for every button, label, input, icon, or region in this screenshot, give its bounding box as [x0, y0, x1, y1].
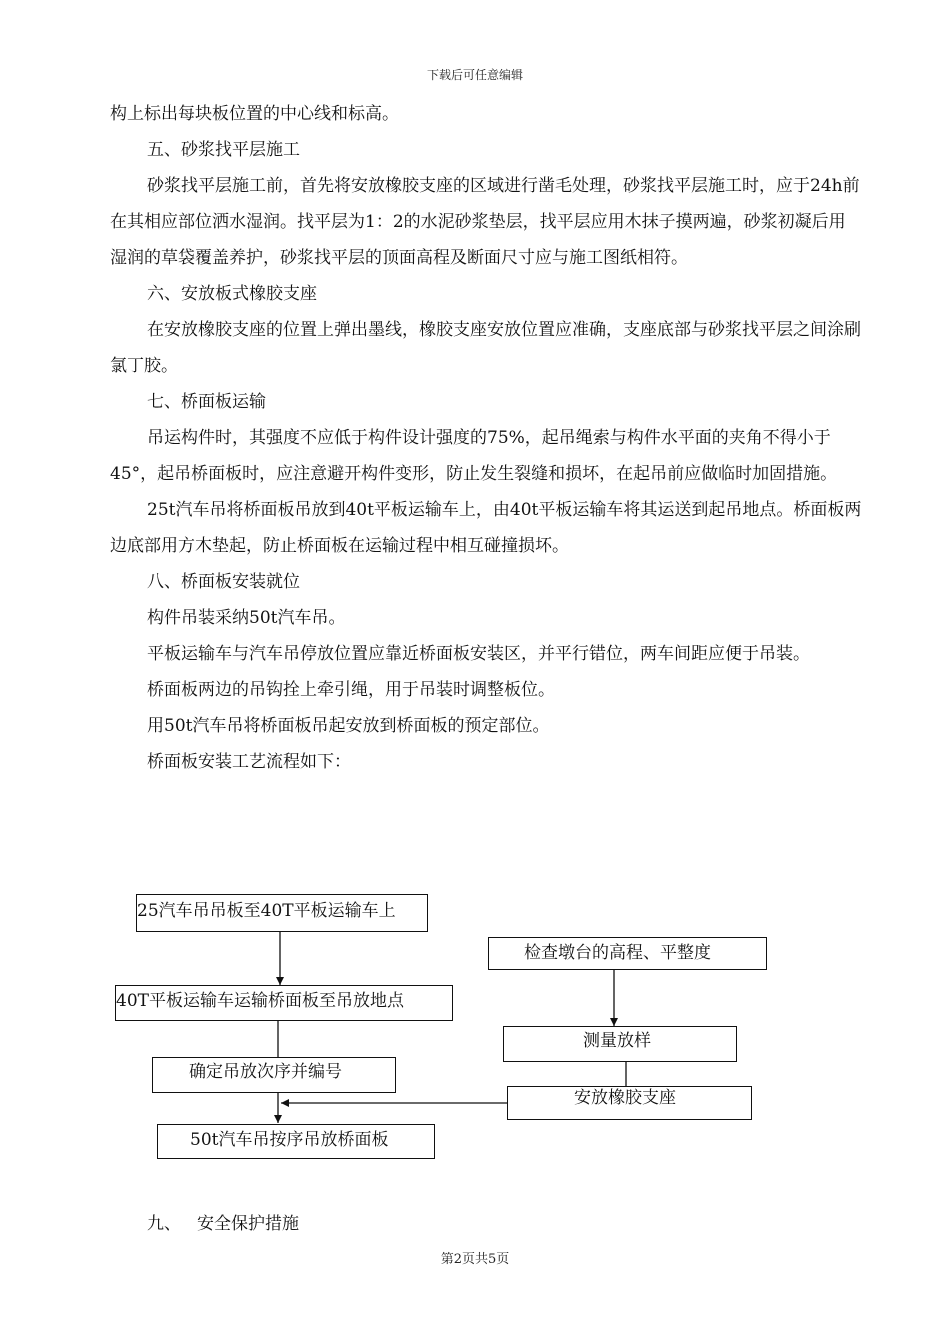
flow-step-crane-to-truck: [136, 894, 428, 932]
flow-step-crane-to-truck-label: 25汽车吊吊板至40T平板运输车上: [137, 901, 396, 921]
flow-step-sequence-numbering-label: 确定吊放次序并编号: [189, 1062, 342, 1082]
flow-step-check-pier: [488, 937, 767, 970]
section-6-heading: 六、安放板式橡胶支座: [147, 284, 317, 304]
document-body: [110, 96, 862, 780]
section-8-text-4: 用50t汽车吊将桥面板吊起安放到桥面板的预定部位。: [147, 716, 550, 736]
section-6-text: 在安放橡胶支座的位置上弹出墨线，橡胶支座安放位置应准确，支座底部与砂浆找平层之间涂刷氯丁胶。: [110, 320, 861, 376]
flow-step-transport: [115, 985, 453, 1021]
flow-step-survey: [503, 1026, 737, 1062]
flow-step-place-bearing-label: 安放橡胶支座: [574, 1088, 676, 1108]
section-8-heading: 八、桥面板安装就位: [147, 572, 300, 592]
section-9-number: 九、: [147, 1214, 181, 1234]
flow-step-transport-label: 40T平板运输车运输桥面板至吊放地点: [116, 991, 404, 1011]
page-footer-number: 第2页共5页: [440, 1252, 510, 1267]
section-7-text-2: 25t汽车吊将桥面板吊放到40t平板运输车上，由40t平板运输车将其运送到起吊地点。桥面板两边底部用方木垫起，防止桥面板在运输过程中相互碰撞损坏。: [110, 500, 862, 556]
flow-step-hoist-install-label: 50t汽车吊按序吊放桥面板: [190, 1130, 389, 1150]
flow-step-survey-label: 测量放样: [583, 1031, 651, 1051]
section-8-text-2: 平板运输车与汽车吊停放位置应靠近桥面板安装区，并平行错位，两车间距应便于吊装。: [147, 644, 810, 664]
section-7-heading: 七、桥面板运输: [147, 392, 266, 412]
section-5-heading: 五、砂浆找平层施工: [147, 140, 300, 160]
section-5-text: 砂浆找平层施工前，首先将安放橡胶支座的区域进行凿毛处理，砂浆找平层施工时，应于24h前在其相应部位洒水湿润。找平层为1：2的水泥砂浆垫层，找平层应用木抹子摸两遍，砂浆初凝后用湿润的草袋覆盖养护，砂浆找平层的顶面高程及断面尺寸应与施工图纸相符。: [110, 176, 860, 268]
page-header-note: 下载后可任意编辑: [426, 68, 523, 82]
flow-step-check-pier-label: 检查墩台的高程、平整度: [524, 943, 711, 963]
section-9-title: 安全保护措施: [197, 1214, 299, 1234]
flow-step-hoist-install: [157, 1124, 435, 1159]
section-7-text-1: 吊运构件时，其强度不应低于构件设计强度的75%，起吊绳索与构件水平面的夹角不得小于45°，起吊桥面板时，应注意避开构件变形，防止发生裂缝和损坏，在起吊前应做临时加固措施。: [110, 428, 838, 484]
section-9-heading: [147, 1210, 299, 1238]
flowchart-intro: 桥面板安装工艺流程如下：: [147, 752, 351, 772]
section-8-text-3: 桥面板两边的吊钩拴上牵引绳，用于吊装时调整板位。: [147, 680, 555, 700]
flow-step-place-bearing: [507, 1086, 752, 1120]
section-8-text-1: 构件吊装采纳50t汽车吊。: [147, 608, 346, 628]
flow-step-sequence-numbering: [152, 1057, 396, 1093]
paragraph-continuation: 构上标出每块板位置的中心线和标高。: [110, 104, 399, 124]
